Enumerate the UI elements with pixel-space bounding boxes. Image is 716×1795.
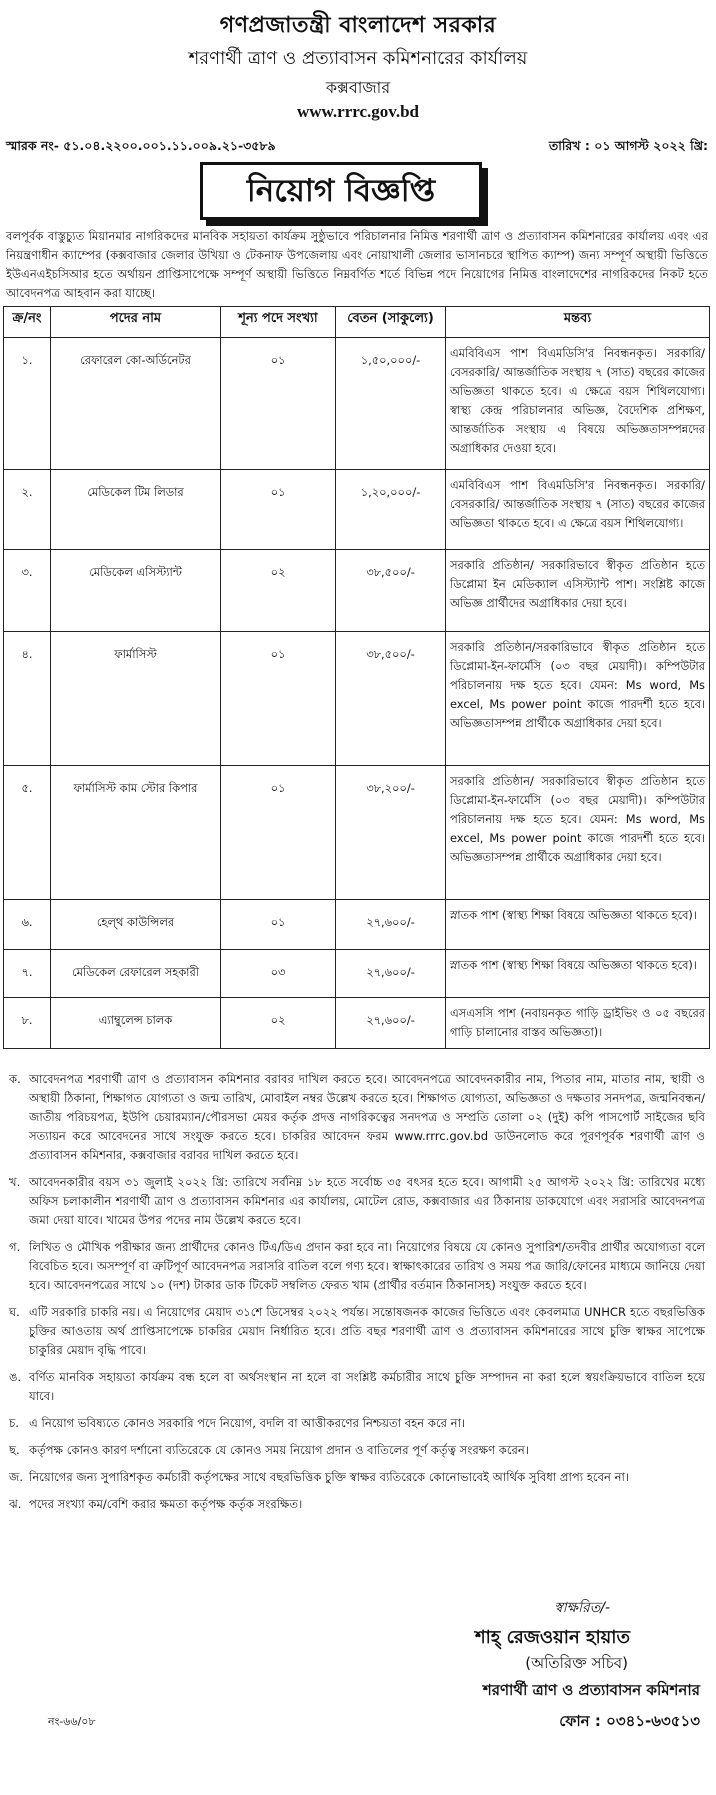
- term-key: জ.: [9, 1470, 24, 1484]
- row-serial: ৭.: [4, 950, 51, 998]
- term-text: আবেদনকারীর বয়স ৩১ জুলাই ২০২২ খ্রি: তারিখে সর্বনিম্ন ১৮ হতে সর্বোচ্চ ৩৫ বৎসর হতে হবে। আগামী ২৫ আগস্ট ২০২২ খ্রি: তারিখের মধ্যে অফিস চলাকালীন শরণার্থী ত্রাণ ও প্রত্যাবাসন কমিশনার এর কার্যালয়, মোটেল রোড, কক্সবাজার এর ঠিকানায় ডাকযোগে এবং সরাসরি আবেদনপত্র জমা দেয়া যাবে। খামের উপর পদের নাম উল্লেখ করতে হবে।: [29, 1175, 705, 1227]
- row-vacancy: ০১: [221, 766, 336, 900]
- intro-paragraph: বলপূর্বক বাস্তুচ্যুত মিয়ানমার নাগরিকদের মানবিক সহায়তা কার্যক্রম সুষ্ঠুভাবে পরিচালনার নিমিত্ত শরণার্থী ত্রাণ ও প্রত্যাবাসন কমিশনারের কার্যালয় এবং এর নিয়ন্ত্রণাধীন ক্যাম্পের (কক্সবাজার জেলার উখিয়া ও টেকনাফ উপজেলায় এবং নোয়াখালী জেলার ভাসানচরে স্থাপিত ক্যাম্প) জন্য সম্পূর্ণ অস্থায়ী ভিত্তিতে ইউএনএইচসিআর হতে অর্থায়ন প্রাপ্তিসাপেক্ষে সম্পূর্ণ অস্থায়ী ভিত্তিতে নিম্নবর্ণিত শর্তে বিভিন্ন পদে নিয়োগের নিমিত্ত বাংলাদেশের নাগরিকদের নিকট হতে আবেদনপত্র আহবান করা যাচ্ছে।: [6, 229, 708, 300]
- row-salary: ৩৮,২০০/-: [336, 766, 446, 900]
- footer-reference: নং-৬৬/০৮: [48, 1715, 96, 1728]
- row-post: মেডিকেল রেফারেল সহকারী: [51, 950, 221, 998]
- row-remarks: সরকারি প্রতিষ্ঠান/সরকারিভাবে স্বীকৃত প্রতিষ্ঠান হতে ডিপ্লোমা-ইন-ফার্মেসি (০৩ বছর মেয়াদী)। কম্পিউটার পরিচালনায় দক্ষ হতে হবে। যেমন: Ms word, Ms excel, Ms power point কাজে পারদর্শী হতে হবে। অভিজ্ঞতাসম্পন্ন প্রার্থীকে অগ্রাধিকার দেয়া হবে।: [446, 632, 710, 766]
- vacancy-table: [3, 306, 710, 1049]
- office-title: শরণার্থী ত্রাণ ও প্রত্যাবাসন কমিশনারের কার্যালয়: [188, 48, 528, 69]
- row-serial: ৩.: [4, 550, 51, 632]
- row-serial: ৮.: [4, 998, 51, 1049]
- row-remarks: এমবিবিএস পাশ বিএমডিসি'র নিবন্ধনকৃত। সরকারি/ বেসরকারি/ আন্তর্জাতিক সংস্থায় ৭ (সাত) বছরের কাজের অভিজ্ঞতা থাকতে হবে। এ ক্ষেত্রে বয়স শিথিলযোগ্য। স্বাস্থ্য কেন্দ্র পরিচালনার অভিজ্ঞ, বৈদেশিক প্রশিক্ষণ, আন্তর্জাতিক সংস্থায় এ বিষয়ে অভিজ্ঞতাসম্পন্নদের অগ্রাধিকার দেওয়া হবে।: [446, 338, 710, 470]
- signed-mark: স্বাক্ষরিত/-: [554, 1600, 610, 1616]
- row-remarks: এসএসসি পাশ (নবায়নকৃত গাড়ি ড্রাইভিং ও ০৫ বছরের গাড়ি চালানোর বাস্তব অভিজ্ঞতা)।: [446, 998, 710, 1049]
- table-row: [4, 766, 710, 900]
- row-post: মেডিকেল এসিস্ট্যান্ট: [51, 550, 221, 632]
- website-link[interactable]: www.rrrc.gov.bd: [297, 102, 419, 121]
- term-key: খ.: [9, 1175, 21, 1189]
- row-vacancy: ০১: [221, 632, 336, 766]
- table-row: [4, 950, 710, 998]
- office-location: কক্সবাজার: [325, 78, 391, 97]
- term-text: আবেদনপত্র শরণার্থী ত্রাণ ও প্রত্যাবাসন কমিশনার বরাবর দাখিল করতে হবে। আবেদনপত্রে আবেদনকারীর নাম, পিতার নাম, মাতার নাম, স্থায়ী ও অস্থায়ী ঠিকানা, শিক্ষাগত যোগ্যতা ও জন্ম তারিখ, মোবাইল নম্বর উল্লেখ করতে হবে। শিক্ষাগত যোগ্যতা, অভিজ্ঞতা ও দক্ষতার সনদপত্র, জন্মনিবন্ধন/ জাতীয় পরিচয়পত্র, ইউপি চেয়ারম্যান/পৌরসভা মেয়র কর্তৃক প্রদত্ত নাগরিকত্বের সনদপত্র ও সম্প্রতি তোলা ০২ (দুই) কপি পাসপোর্ট সাইজের ছবি সত্যায়ন করে আবেদনের সাথে সংযুক্ত করতে হবে। চাকরির আবেদন ফরম www.rrrc.gov.bd ডাউনলোড করে পূরণপূর্বক শরণার্থী ত্রাণ ও প্রত্যাবাসন কমিশনার, কক্সবাজার বরাবর দাখিল করতে হবে।: [29, 1072, 705, 1162]
- table-header-row: [4, 307, 710, 338]
- table-row: [4, 338, 710, 470]
- term-key: চ.: [9, 1416, 19, 1430]
- row-salary: ৩৮,৫০০/-: [336, 632, 446, 766]
- signatory-phone: ফোন : ০৩৪১-৬৩৫১৩: [559, 1712, 700, 1730]
- memo-date: তারিখ : ০১ আগস্ট ২০২২ খ্রি:: [548, 138, 708, 153]
- row-remarks: স্নাতক পাশ (স্বাস্থ্য শিক্ষা বিষয়ে অভিজ্ঞতা থাকতে হবে)।: [446, 900, 710, 950]
- col-serial: ক্র/নং: [4, 307, 51, 338]
- signatory-designation: (অতিরিক্ত সচিব): [525, 1654, 628, 1672]
- row-remarks: সরকারি প্রতিষ্ঠান/ সরকারিভাবে স্বীকৃত প্রতিষ্ঠান হতে ডিপ্লোমা-ইন-ফার্মেসি (০৩ বছর মেয়াদী)। কম্পিউটার পরিচালনায় দক্ষ হতে হবে। যেমন: Ms word, Ms excel, Ms power point কাজে পারদর্শী হতে হবে। অভিজ্ঞতাসম্পন্ন প্রার্থীকে অগ্রাধিকার দেয়া হবে।: [446, 766, 710, 900]
- term-text: পদের সংখ্যা কম/বেশি করার ক্ষমতা কর্তৃপক্ষ কর্তৃক সংরক্ষিত।: [29, 1497, 303, 1511]
- table-row: [4, 998, 710, 1049]
- term-text: এ নিয়োগ ভবিষ্যতে কোনও সরকারি পদে নিয়োগ, বদলি বা আত্তীকরণের নিশ্চয়তা বহন করে না।: [29, 1416, 466, 1430]
- row-salary: ১,২০,০০০/-: [336, 470, 446, 550]
- row-salary: ৩৮,৫০০/-: [336, 550, 446, 632]
- row-remarks: সরকারি প্রতিষ্ঠান/ সরকারিভাবে স্বীকৃত প্রতিষ্ঠান হতে ডিপ্লোমা ইন মেডিক্যাল এসিস্ট্যান্ট পাশ। সংশ্লিষ্ট কাজে অভিজ্ঞ প্রার্থীদের অগ্রাধিকার দেয়া হবে।: [446, 550, 710, 632]
- table-row: [4, 900, 710, 950]
- term-key: ঙ.: [9, 1370, 22, 1384]
- term-key: ক.: [9, 1072, 21, 1086]
- row-vacancy: ০১: [221, 900, 336, 950]
- row-vacancy: ০২: [221, 550, 336, 632]
- terms-list: [3, 1070, 709, 1514]
- list-item: [3, 1414, 709, 1433]
- list-item: [3, 1303, 709, 1360]
- col-remarks: মন্তব্য: [446, 307, 710, 338]
- row-vacancy: ০২: [221, 998, 336, 1049]
- list-item: [3, 1070, 709, 1165]
- row-remarks: এমবিবিএস পাশ বিএমডিসি'র নিবন্ধনকৃত। সরকারি/ বেসরকারি/ আন্তর্জাতিক সংস্থায় ৭ (সাত) বছরের কাজের অভিজ্ঞতা থাকতে হবে। এ ক্ষেত্রে বয়স শিথিলযোগ্য।: [446, 470, 710, 550]
- term-text: লিখিত ও মৌখিক পরীক্ষার জন্য প্রার্থীদের কোনও টিএ/ডিএ প্রদান করা হবে না। নিয়োগের বিষয়ে যে কোনও সুপারিশ/তদবীর প্রার্থীর অযোগ্যতা বলে বিবেচিত হবে। অসম্পূর্ণ বা ত্রুটিপূর্ণ আবেদনপত্র সরাসরি বাতিল বলে গণ্য হবে। স্বাক্ষাৎকারের তারিখ ও সময় পত্র জারি/ফোনের মাধ্যমে জানিয়ে দেয়া হবে। আবেদনপত্রের সাথে ১০ (দশ) টাকার ডাক টিকেট সম্বলিত ফেরত খাম (প্রার্থীর বর্তমান ঠিকানাসহ) সংযুক্ত করতে হবে।: [29, 1240, 705, 1292]
- row-serial: ২.: [4, 470, 51, 550]
- list-item: [3, 1441, 709, 1460]
- list-item: [3, 1173, 709, 1230]
- list-item: [3, 1238, 709, 1295]
- term-text: বর্ণিত মানবিক সহায়তা কার্যক্রম বন্ধ হলে বা অর্থসংস্থান না হলে বা সংশ্লিষ্ট কর্মচারীর সাথে চুক্তি সম্পাদন না করা হলে স্বয়ংক্রিয়ভাবে বাতিল হয়ে যাবে।: [29, 1370, 705, 1403]
- row-post: রেফারেল কো-অর্ডিনেটর: [51, 338, 221, 470]
- list-item: [3, 1495, 709, 1514]
- term-key: গ.: [9, 1240, 21, 1254]
- row-salary: ২৭,৬০০/-: [336, 900, 446, 950]
- table-row: [4, 632, 710, 766]
- row-vacancy: ০১: [221, 470, 336, 550]
- term-key: ঘ.: [9, 1305, 20, 1319]
- row-serial: ১.: [4, 338, 51, 470]
- row-post: ফার্মাসিস্ট কাম স্টোর কিপার: [51, 766, 221, 900]
- list-item: [3, 1468, 709, 1487]
- term-text: কর্তৃপক্ষ কোনও কারণ দর্শানো ব্যতিরেকে যে কোনও সময় নিয়োগ প্রদান ও বাতিলের পূর্ণ কর্তৃত্ব সংরক্ষণ করেন।: [29, 1443, 530, 1457]
- row-vacancy: ০১: [221, 338, 336, 470]
- term-key: ঝ.: [9, 1497, 22, 1511]
- signatory-office: শরণার্থী ত্রাণ ও প্রত্যাবাসন কমিশনার: [482, 1681, 700, 1699]
- list-item: [3, 1368, 709, 1406]
- table-row: [4, 470, 710, 550]
- row-serial: ৬.: [4, 900, 51, 950]
- row-post: হেল্থ কাউন্সিলর: [51, 900, 221, 950]
- signatory-name: শাহ্ রেজওয়ান হায়াত: [475, 1627, 630, 1648]
- row-serial: ৫.: [4, 766, 51, 900]
- term-text: এটি সরকারি চাকরি নয়। এ নিয়োগের মেয়াদ ৩১শে ডিসেম্বর ২০২২ পর্যন্ত। সন্তোষজনক কাজের ভিত্তিতে এবং কেবলমাত্র UNHCR হতে বছরভিত্তিক চুক্তির আওতায় অর্থ প্রাপ্তিসাপেক্ষে চাকরির মেয়াদ নির্ধারিত হবে। প্রতি বছর শরণার্থী ত্রাণ ও প্রত্যাবাসন কমিশনারের সাথে চুক্তি স্বাক্ষর সাপেক্ষে চাকুরির মেয়াদ বৃদ্ধি পাবে।: [29, 1305, 706, 1357]
- term-key: ছ.: [9, 1443, 20, 1457]
- government-title: গণপ্রজাতন্ত্রী বাংলাদেশ সরকার: [219, 13, 497, 38]
- notice-banner: নিয়োগ বিজ্ঞপ্তি: [200, 162, 482, 220]
- term-text: নিয়োগের জন্য সুপারিশকৃত কর্মচারী কর্তৃপক্ষের সাথে বছরভিত্তিক চুক্তি স্বাক্ষর ব্যতিরেকে কোনোভাবেই আর্থিক সুবিধা প্রাপ্য হবেন না।: [29, 1470, 630, 1484]
- row-post: ফার্মাসিস্ট: [51, 632, 221, 766]
- row-salary: ২৭,৬০০/-: [336, 998, 446, 1049]
- row-salary: ২৭,৬০০/-: [336, 950, 446, 998]
- row-remarks: স্নাতক পাশ (স্বাস্থ্য শিক্ষা বিষয়ে অভিজ্ঞতা থাকতে হবে)।: [446, 950, 710, 998]
- row-salary: ১,৫০,০০০/-: [336, 338, 446, 470]
- row-serial: ৪.: [4, 632, 51, 766]
- row-post: এ্যাম্বুলেন্স চালক: [51, 998, 221, 1049]
- col-post: পদের নাম: [51, 307, 221, 338]
- row-post: মেডিকেল টিম লিডার: [51, 470, 221, 550]
- table-row: [4, 550, 710, 632]
- memo-number: স্মারক নং- ৫১.০৪.২২০০.০০১.১১.০০৯.২১-৩৫৮৯: [6, 138, 276, 153]
- row-vacancy: ০৩: [221, 950, 336, 998]
- col-vacancy: শূন্য পদে সংখ্যা: [221, 307, 336, 338]
- col-salary: বেতন (সাকুল্যে): [336, 307, 446, 338]
